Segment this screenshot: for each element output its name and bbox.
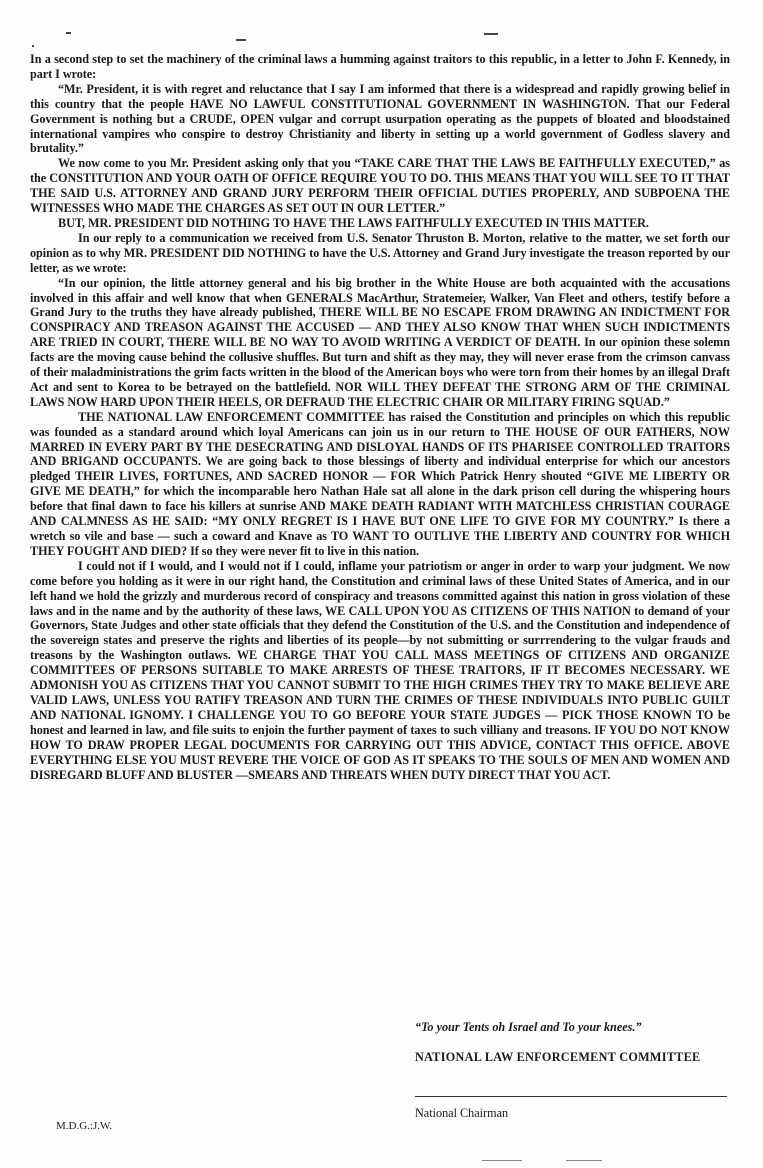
paragraph-call-to-action: I could not if I would, and I would not if I could, inflame your patriotism or anger in order to warp your judgment. We now come before you holding as it were in our right hand, the Constitution and criminal laws of these United States of America, and in our left hand we hold the grizzly and murderous record of conspiracy and treasons committed against this nation in gross violation of these laws and in the name and by the authority of these laws, WE CALL UPON YOU AS CITIZENS OF THIS NATION to demand of your Governors, State Judges and other state officials that they defend the Constitution of the U.S. and the Constitution and independence of the sovereign states and preserve the rights and liberties of its people—by not submitting or surrrendering to the vulgar frauds and treasons by the Washington outlaws. WE CHARGE THAT YOU CALL MASS MEETINGS OF CITIZENS AND ORGANIZE COMMITTEES OF PERSONS SUITABLE TO MAKE ARRESTS OF THESE TRAITORS, IF IT BECOMES NECESSARY. WE ADMONISH YOU AS CITIZENS THAT YOU CANNOT SUBMIT TO THE HIGH CRIMES THEY TRY TO MAKE BELIEVE ARE VALID LAWS, UNLESS YOU RATIFY TREASON AND TURN THE CRIMES OF THESE INDIVIDUALS INTO PUBLIC GUILT AND NATIONAL IGNOMY. I CHALLENGE YOU TO GO BEFORE YOUR STATE JUDGES — PICK THOSE KNOWN TO be honest and learned in law, and file suits to enjoin the further payment of taxes to such villiany and treasons. IF YOU DO NOT KNOW HOW TO DRAW PROPER LEGAL DOCUMENTS FOR CARRYING OUT THIS ADVICE, CONTACT THIS OFFICE. ABOVE EVERYTHING ELSE YOU MUST REVERE THE VOICE OF GOD AS IT SPEAKS TO THE SOULS OF MEN AND WOMEN AND DISREGARD BLUFF AND BLUSTER —SMEARS AND THREATS WHEN DUTY DIRECT THAT YOU ACT. [30, 558, 730, 782]
scan-mark [66, 32, 71, 34]
typist-initials: M.D.G.:J.W. [56, 1120, 113, 1132]
scan-mark [236, 39, 246, 41]
paragraph-did-nothing: BUT, MR. PRESIDENT DID NOTHING TO HAVE THE LAWS FAITHFULLY EXECUTED IN THIS MATTER. [58, 215, 649, 230]
scan-mark [32, 45, 34, 47]
paragraph-quote-take-care: We now come to you Mr. President asking only that you “TAKE CARE THAT THE LAWS BE FAITHFULLY EXECUTED,” as the CONSTITUTION AND YOUR OATH OF OFFICE REQUIRE YOU TO DO. THIS MEANS THAT YOU WILL SEE TO IT THAT THE SAID U.S. ATTORNEY AND GRAND JURY PERFORM THEIR OFFICIAL DUTIES PROPERLY, AND SUBPOENA THE WITNESSES WHO MADE THE CHARGES AS SET OUT IN OUR LETTER.” [30, 156, 730, 216]
paragraph-intro: In a second step to set the machinery of the criminal laws a humming against traitors to this republic, in a letter to John F. Kennedy, in part I wrote: [30, 52, 730, 81]
scan-mark [566, 1160, 602, 1161]
scan-mark [482, 1160, 522, 1161]
closing-motto: “To your Tents oh Israel and To your knees.” [415, 1020, 642, 1034]
closing-title: National Chairman [415, 1106, 509, 1120]
paragraph-committee: THE NATIONAL LAW ENFORCEMENT COMMITTEE has raised the Constitution and principles on which this republic was founded as a standard around which loyal Americans can join us in our return to THE HOUSE OF OUR FATHERS, NOW MARRED IN EVERY PART BY THE DESECRATING AND DISLOYAL HANDS OF ITS PHARISEE CONTROLLED TRAITORS AND BRIGAND OCCUPANTS. We are going back to those blessings of liberty and individual enterprise for which our ancestors pledged THEIR LIVES, FORTUNES, AND SACRED HONOR — FOR Which Patrick Henry shouted “GIVE ME LIBERTY OR GIVE ME DEATH,” for which the incomparable hero Nathan Hale sat all alone in the dark prison cell during the whispering hours before that final dawn to face his killers at sunrise AND MAKE DEATH RADIANT WITH MATCHLESS CHRISTIAN COURAGE AND CALMNESS AS HE SAID: “MY ONLY REGRET IS I HAVE BUT ONE LIFE TO GIVE FOR MY COUNTRY.” Is there a wretch so vile and base — such a coward and Knave as TO WANT TO OUTLIVE THE LIBERTY AND COUNTRY FOR WHICH THEY FOUGHT AND DIED? If so they were never fit to live in this nation. [30, 409, 730, 558]
signature-line [415, 1096, 727, 1097]
paragraph-reply-morton: In our reply to a communication we received from U.S. Senator Thruston B. Morton, relative to the matter, we set forth our opinion as to why MR. PRESIDENT DID NOTHING to have the U.S. Attorney and Grand Jury investigate the treason reported by our letter, as we wrote: [30, 230, 730, 275]
paragraph-quote-opinion: “In our opinion, the little attorney general and his big brother in the White House are both acquainted with the accusations involved in this affair and well know that when GENERALS MacArthur, Stratemeier, Walker, Van Fleet and others, testify before a Grand Jury to the truths they have already published, THERE WILL BE NO ESCAPE FROM DRAWING AN INDICTMENT FOR CONSPIRACY AND TREASON AGAINST THE ACCUSED — AND THEY ALSO KNOW THAT WHEN SUCH INDICTMENTS ARE TRIED IN COURT, THERE WILL BE NO WAY TO AVOID WRITING A VERDICT OF DEATH. In our opinion these solemn facts are the moving cause behind the collusive shuffles. But turn and shift as they may, they will never erase from the crimson canvass of their maladministrations the grim facts written in the blood of the American boys who were torn from their homes by an illegal Draft Act and sent to Korea to be betrayed on the battlefield. NOR WILL THEY DEFEAT THE STRONG ARM OF THE CRIMINAL LAWS NOW HARD UPON THEIR HEELS, OR DEFRAUD THE ELECTRIC CHAIR OR MILITARY FIRING SQUAD.” [30, 275, 730, 409]
scan-marks [0, 30, 763, 50]
paragraph-quote-president: “Mr. President, it is with regret and reluctance that I say I am informed that there is a widespread and rapidly growing belief in this country that the people HAVE NO LAWFUL CONSTITUTIONAL GOVERNMENT IN WASHINGTON. That our Federal Government is nothing but a CRUDE, OPEN vulgar and corrupt usurpation operating as the puppets of bloated and bloodstained international vampires who conspire to destroy Christianity and liberty in setting up a world government of Godless slavery and brutality.” [30, 81, 730, 156]
letter-body [30, 52, 730, 782]
scan-mark [484, 33, 498, 35]
closing-organization: NATIONAL LAW ENFORCEMENT COMMITTEE [415, 1050, 701, 1064]
